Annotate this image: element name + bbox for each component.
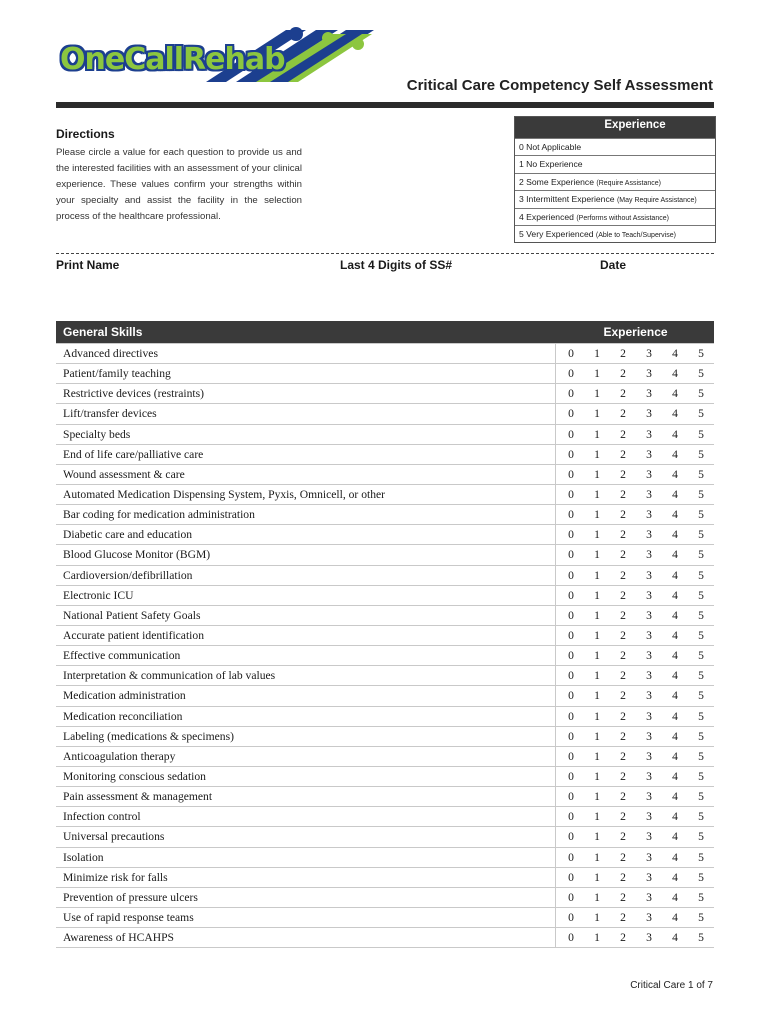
score-option[interactable]: 3 [636,565,662,585]
score-option[interactable]: 1 [584,605,610,625]
score-option[interactable]: 4 [662,525,688,545]
score-option[interactable]: 2 [610,565,636,585]
score-option[interactable]: 1 [584,484,610,504]
score-option[interactable]: 3 [636,344,662,364]
score-option[interactable]: 5 [688,525,714,545]
score-option[interactable]: 0 [556,646,585,666]
score-option[interactable]: 2 [610,625,636,645]
skills-header-row [56,321,714,344]
score-option[interactable]: 3 [636,847,662,867]
legend-item-note: (Able to Teach/Supervise) [595,231,676,239]
skill-name: Prevention of pressure ulcers [56,887,556,907]
score-option[interactable]: 1 [584,404,610,424]
score-option[interactable]: 0 [556,424,585,444]
skills-body [56,344,714,948]
score-option[interactable]: 5 [688,364,714,384]
score-option[interactable]: 1 [584,686,610,706]
score-option[interactable]: 3 [636,726,662,746]
score-option[interactable]: 0 [556,565,585,585]
score-option[interactable]: 0 [556,787,585,807]
score-option[interactable]: 1 [584,928,610,948]
skill-name: End of life care/palliative care [56,444,556,464]
table-row [56,666,714,686]
score-option[interactable]: 4 [662,384,688,404]
score-option[interactable]: 0 [556,827,585,847]
score-option[interactable]: 5 [688,585,714,605]
date-label: Date [600,258,627,272]
score-option[interactable]: 4 [662,424,688,444]
score-option[interactable]: 2 [610,887,636,907]
table-row [56,907,714,927]
score-option[interactable]: 1 [584,646,610,666]
score-option[interactable]: 1 [584,867,610,887]
score-option[interactable]: 2 [610,344,636,364]
score-option[interactable]: 4 [662,787,688,807]
score-option[interactable]: 4 [662,545,688,565]
legend-item [515,138,715,155]
score-option[interactable]: 3 [636,525,662,545]
score-option[interactable]: 5 [688,847,714,867]
score-option[interactable]: 4 [662,484,688,504]
directions-heading: Directions [56,127,115,141]
score-option[interactable]: 3 [636,666,662,686]
legend-item-note: (May Require Assistance) [616,197,697,205]
score-option[interactable]: 1 [584,344,610,364]
score-option[interactable]: 2 [610,907,636,927]
table-row [56,384,714,404]
skill-name: Universal precautions [56,827,556,847]
skill-name: Electronic ICU [56,585,556,605]
score-option[interactable]: 3 [636,807,662,827]
score-option[interactable]: 1 [584,444,610,464]
score-option[interactable]: 5 [688,666,714,686]
table-row [56,746,714,766]
skill-name: Patient/family teaching [56,364,556,384]
logo [56,20,386,100]
score-option[interactable]: 2 [610,666,636,686]
score-option[interactable]: 5 [688,706,714,726]
table-row [56,545,714,565]
skill-name: Wound assessment & care [56,464,556,484]
score-option[interactable]: 4 [662,726,688,746]
skill-name: Advanced directives [56,344,556,364]
score-option[interactable]: 4 [662,766,688,786]
score-option[interactable]: 4 [662,867,688,887]
score-option[interactable]: 3 [636,928,662,948]
score-option[interactable]: 3 [636,766,662,786]
score-option[interactable]: 2 [610,585,636,605]
skill-name: Automated Medication Dispensing System, Pyxis, Omnicell, or other [56,484,556,504]
legend-item-label: 2 Some Experience [519,176,594,187]
score-option[interactable]: 5 [688,887,714,907]
score-option[interactable]: 5 [688,505,714,525]
score-option[interactable]: 2 [610,746,636,766]
score-option[interactable]: 5 [688,605,714,625]
score-option[interactable]: 4 [662,666,688,686]
skill-name: Lift/transfer devices [56,404,556,424]
wheelchair-icon [289,27,303,41]
score-option[interactable]: 3 [636,907,662,927]
score-option[interactable]: 1 [584,706,610,726]
score-option[interactable]: 3 [636,384,662,404]
score-option[interactable]: 2 [610,444,636,464]
score-option[interactable]: 5 [688,807,714,827]
score-option[interactable]: 2 [610,525,636,545]
score-option[interactable]: 3 [636,706,662,726]
score-option[interactable]: 2 [610,807,636,827]
score-option[interactable]: 4 [662,344,688,364]
score-option[interactable]: 2 [610,928,636,948]
score-option[interactable]: 5 [688,646,714,666]
score-option[interactable]: 5 [688,545,714,565]
legend-item-label: 4 Experienced [519,211,574,222]
score-option[interactable]: 3 [636,484,662,504]
score-option[interactable]: 1 [584,726,610,746]
score-option[interactable]: 4 [662,625,688,645]
score-option[interactable]: 2 [610,484,636,504]
score-option[interactable]: 1 [584,525,610,545]
score-option[interactable]: 0 [556,706,585,726]
score-option[interactable]: 4 [662,746,688,766]
score-option[interactable]: 4 [662,847,688,867]
score-option[interactable]: 2 [610,545,636,565]
score-option[interactable]: 5 [688,565,714,585]
score-option[interactable]: 5 [688,787,714,807]
score-option[interactable]: 2 [610,686,636,706]
score-option[interactable]: 1 [584,847,610,867]
skill-name: Accurate patient identification [56,625,556,645]
score-option[interactable]: 3 [636,827,662,847]
skill-name: Anticoagulation therapy [56,746,556,766]
score-option[interactable]: 1 [584,545,610,565]
score-option[interactable]: 0 [556,364,585,384]
score-option[interactable]: 1 [584,746,610,766]
score-option[interactable]: 1 [584,787,610,807]
score-option[interactable]: 1 [584,384,610,404]
table-row [56,444,714,464]
score-option[interactable]: 3 [636,887,662,907]
score-option[interactable]: 2 [610,827,636,847]
score-option[interactable]: 0 [556,907,585,927]
skills-table [56,321,714,948]
table-row [56,867,714,887]
skill-name: Awareness of HCAHPS [56,928,556,948]
score-option[interactable]: 2 [610,364,636,384]
table-row [56,706,714,726]
score-option[interactable]: 1 [584,565,610,585]
score-option[interactable]: 3 [636,746,662,766]
table-row [56,787,714,807]
score-option[interactable]: 0 [556,887,585,907]
skill-name: Medication reconciliation [56,706,556,726]
score-option[interactable]: 5 [688,746,714,766]
score-option[interactable]: 0 [556,666,585,686]
signature-line[interactable] [56,253,714,254]
legend-item [515,190,715,207]
score-option[interactable]: 2 [610,726,636,746]
table-row [56,625,714,645]
score-option[interactable]: 3 [636,404,662,424]
print-name-label: Print Name [56,258,120,272]
skill-name: National Patient Safety Goals [56,605,556,625]
table-row [56,364,714,384]
score-option[interactable]: 2 [610,646,636,666]
score-option[interactable]: 1 [584,887,610,907]
table-row [56,686,714,706]
skill-name: Blood Glucose Monitor (BGM) [56,545,556,565]
experience-legend [514,116,716,243]
table-row [56,585,714,605]
score-option[interactable]: 2 [610,847,636,867]
skill-name: Bar coding for medication administration [56,505,556,525]
score-option[interactable]: 1 [584,666,610,686]
legend-item-label: 5 Very Experienced [519,228,594,239]
score-option[interactable]: 1 [584,766,610,786]
score-option[interactable]: 2 [610,766,636,786]
score-option[interactable]: 0 [556,444,585,464]
table-row [56,766,714,786]
score-option[interactable]: 3 [636,867,662,887]
skill-name: Pain assessment & management [56,787,556,807]
score-option[interactable]: 3 [636,444,662,464]
skill-name: Isolation [56,847,556,867]
score-option[interactable]: 3 [636,646,662,666]
score-option[interactable]: 0 [556,807,585,827]
legend-item-note: (Performs without Assistance) [576,214,669,222]
score-option[interactable]: 1 [584,807,610,827]
score-option[interactable]: 0 [556,867,585,887]
score-option[interactable]: 0 [556,384,585,404]
score-option[interactable]: 5 [688,867,714,887]
experience-heading: Experience [556,321,715,344]
score-option[interactable]: 2 [610,706,636,726]
score-option[interactable]: 1 [584,625,610,645]
skill-name: Infection control [56,807,556,827]
score-option[interactable]: 4 [662,686,688,706]
legend-item [515,173,715,190]
score-option[interactable]: 4 [662,827,688,847]
legend-item [515,155,715,172]
skill-name: Cardioversion/defibrillation [56,565,556,585]
skill-name: Medication administration [56,686,556,706]
score-option[interactable]: 0 [556,404,585,424]
skill-name: Effective communication [56,646,556,666]
score-option[interactable]: 4 [662,907,688,927]
score-option[interactable]: 3 [636,505,662,525]
table-row [56,484,714,504]
score-option[interactable]: 3 [636,364,662,384]
score-option[interactable]: 2 [610,605,636,625]
score-option[interactable]: 0 [556,625,585,645]
score-option[interactable]: 5 [688,625,714,645]
score-option[interactable]: 3 [636,585,662,605]
score-option[interactable]: 3 [636,464,662,484]
score-option[interactable]: 0 [556,505,585,525]
table-row [56,827,714,847]
table-row [56,605,714,625]
score-option[interactable]: 4 [662,404,688,424]
score-option[interactable]: 2 [610,787,636,807]
table-row [56,847,714,867]
score-option[interactable]: 4 [662,928,688,948]
score-option[interactable]: 5 [688,344,714,364]
score-option[interactable]: 0 [556,605,585,625]
score-option[interactable]: 0 [556,686,585,706]
skill-name: Use of rapid response teams [56,907,556,927]
logo-wordmark: OneCallRehab [60,42,285,77]
score-option[interactable]: 5 [688,766,714,786]
score-option[interactable]: 5 [688,686,714,706]
score-option[interactable]: 3 [636,625,662,645]
skills-heading: General Skills [56,321,556,344]
score-option[interactable]: 4 [662,706,688,726]
table-row [56,344,714,364]
score-option[interactable]: 4 [662,364,688,384]
score-option[interactable]: 3 [636,686,662,706]
table-row [56,807,714,827]
skill-name: Specialty beds [56,424,556,444]
score-option[interactable]: 2 [610,384,636,404]
person-icon [322,32,334,44]
score-option[interactable]: 1 [584,364,610,384]
score-option[interactable]: 5 [688,928,714,948]
score-option[interactable]: 2 [610,404,636,424]
page-number: Critical Care 1 of 7 [630,980,713,991]
skill-name: Interpretation & communication of lab values [56,666,556,686]
table-row [56,726,714,746]
skill-name: Monitoring conscious sedation [56,766,556,786]
score-option[interactable]: 0 [556,746,585,766]
score-option[interactable]: 0 [556,766,585,786]
legend-item [515,208,715,225]
score-option[interactable]: 0 [556,344,585,364]
score-option[interactable]: 1 [584,505,610,525]
score-option[interactable]: 5 [688,404,714,424]
score-option[interactable]: 1 [584,827,610,847]
table-row [56,525,714,545]
score-option[interactable]: 3 [636,605,662,625]
skill-name: Labeling (medications & specimens) [56,726,556,746]
score-option[interactable]: 4 [662,605,688,625]
score-option[interactable]: 0 [556,928,585,948]
title-divider [56,102,714,108]
table-row [56,404,714,424]
score-option[interactable]: 4 [662,464,688,484]
score-option[interactable]: 1 [584,424,610,444]
score-option[interactable]: 4 [662,444,688,464]
table-row [56,565,714,585]
legend-item [515,225,715,242]
skill-name: Minimize risk for falls [56,867,556,887]
score-option[interactable]: 5 [688,484,714,504]
score-option[interactable]: 5 [688,464,714,484]
table-row [56,646,714,666]
table-row [56,887,714,907]
table-row [56,928,714,948]
skill-name: Restrictive devices (restraints) [56,384,556,404]
score-option[interactable]: 2 [610,424,636,444]
score-option[interactable]: 4 [662,646,688,666]
legend-heading: Experience [515,117,715,138]
score-option[interactable]: 1 [584,464,610,484]
score-option[interactable]: 0 [556,726,585,746]
score-option[interactable]: 2 [610,464,636,484]
score-option[interactable]: 3 [636,424,662,444]
legend-item-label: 1 No Experience [519,159,583,170]
score-option[interactable]: 5 [688,726,714,746]
score-option[interactable]: 5 [688,424,714,444]
score-option[interactable]: 0 [556,484,585,504]
table-row [56,505,714,525]
score-option[interactable]: 5 [688,384,714,404]
directions-text: Please circle a value for each question to provide us and the interested facilities with an assessment of your clinical experience. These values confirm your strengths within your specialty and assist the facility in the selection process of the healthcare professional. [56,147,302,222]
score-option[interactable]: 3 [636,787,662,807]
score-option[interactable]: 5 [688,827,714,847]
legend-item-label: 0 Not Applicable [519,142,582,152]
score-option[interactable]: 1 [584,907,610,927]
score-option[interactable]: 4 [662,505,688,525]
score-option[interactable]: 0 [556,464,585,484]
score-option[interactable]: 1 [584,585,610,605]
score-option[interactable]: 4 [662,887,688,907]
ssn-label: Last 4 Digits of SS# [340,258,453,272]
table-row [56,424,714,444]
skill-name: Diabetic care and education [56,525,556,545]
score-option[interactable]: 2 [610,867,636,887]
legend-item-note: (Require Assistance) [596,179,661,187]
table-row [56,464,714,484]
score-option[interactable]: 0 [556,847,585,867]
runner-icon [352,38,364,50]
score-option[interactable]: 5 [688,907,714,927]
score-option[interactable]: 4 [662,807,688,827]
legend-item-label: 3 Intermittent Experience [519,194,615,205]
score-option[interactable]: 0 [556,545,585,565]
score-option[interactable]: 4 [662,585,688,605]
score-option[interactable]: 0 [556,585,585,605]
score-option[interactable]: 5 [688,444,714,464]
score-option[interactable]: 2 [610,505,636,525]
page-title: Critical Care Competency Self Assessment [406,77,713,94]
score-option[interactable]: 0 [556,525,585,545]
score-option[interactable]: 3 [636,545,662,565]
score-option[interactable]: 4 [662,565,688,585]
